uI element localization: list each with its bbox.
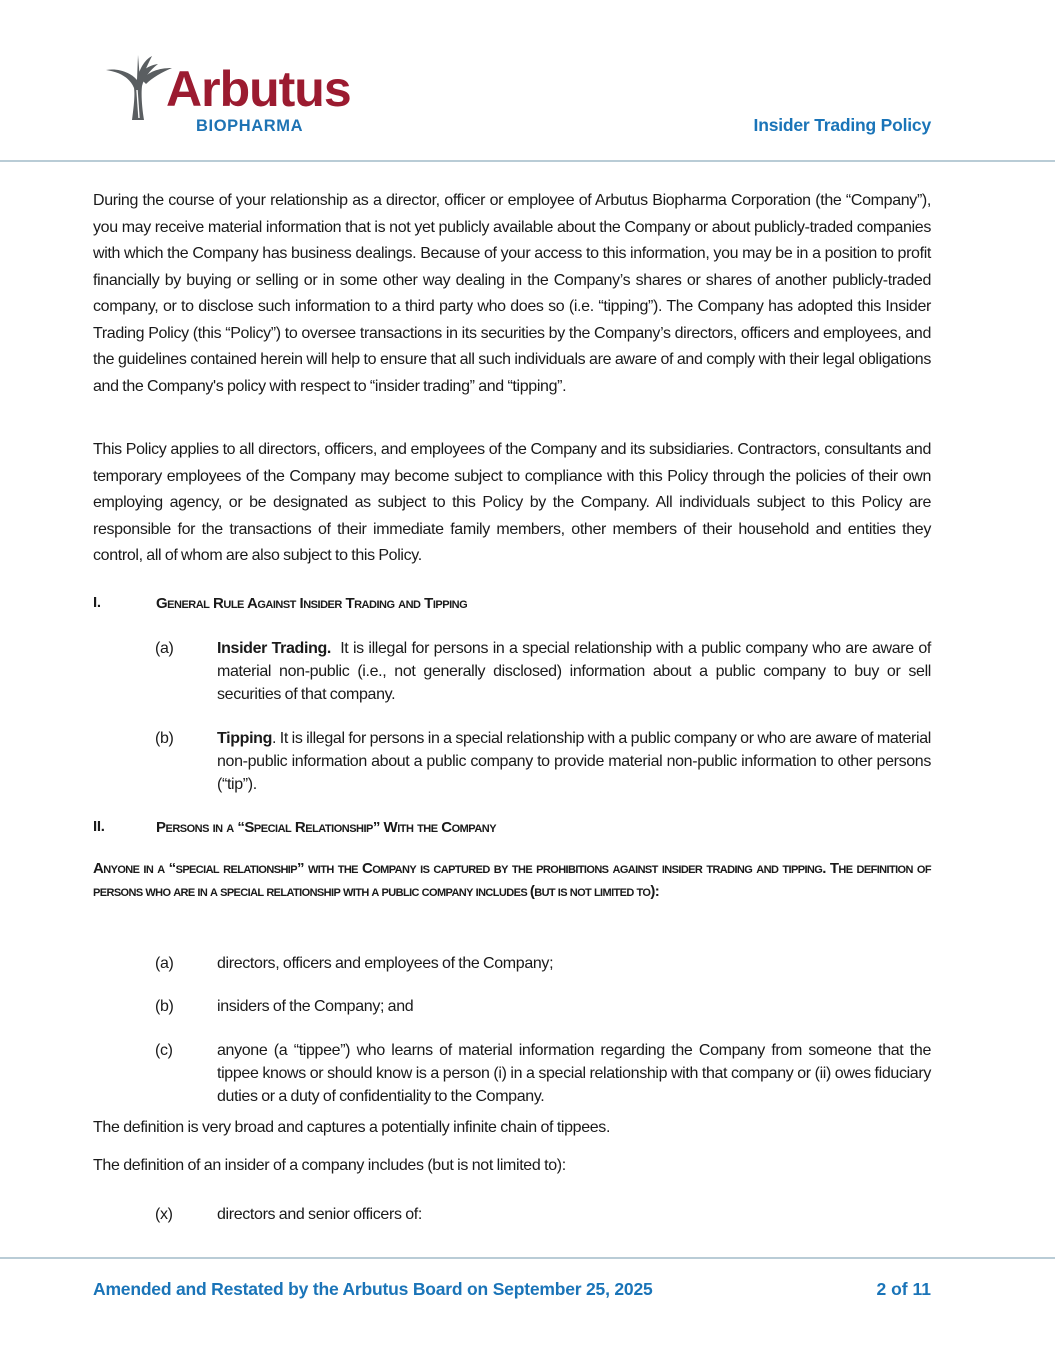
item-term: Tipping xyxy=(217,730,273,747)
section-number: I. xyxy=(93,594,101,611)
section-number: II. xyxy=(93,818,105,835)
body-line: The definition is very broad and captures a potentially infinite chain of tippees. xyxy=(93,1119,611,1136)
item-text: directors, officers and employees of the Company; xyxy=(217,955,554,972)
logo-subtitle: BIOPHARMA xyxy=(196,117,304,135)
tree-icon xyxy=(104,50,174,130)
item-body: . It is illegal for persons in a special relationship with a public company or who are aware of material non-public information about a public company to provide material non-public information to other persons (“tip”). xyxy=(217,730,931,793)
page-indicator: 2 of 11 xyxy=(876,1279,931,1299)
item-body: It is illegal for persons in a special relationship with a public company who are aware of material non-public (i.e., not generally disclosed) information about a public company to buy or sell securities of that company. xyxy=(217,640,935,703)
item-label: (a) xyxy=(155,640,174,657)
company-logo xyxy=(104,50,354,138)
item-text: anyone (a “tippee”) who learns of material information regarding the Company from someone that the tippee knows or should know is a person (i) in a special relationship with that company or (ii) owes fiduciary duties or a duty of confidentiality to the Company. xyxy=(217,1042,931,1105)
intro-paragraph-1: During the course of your relationship as a director, officer or employee of Arbutus Biopharma Corporation (the “Company”), you may receive material information that is not yet publicly available about the Company or about publicly-traded companies with which the Company has business dealings. Because of your access to this information, you may be in a position to profit financially by buying or selling or in some other way dealing in the Company’s shares or shares of another publicly-traded company, or to disclose such information to a third party who does so (i.e. “tipping”). The Company has adopted this Insider Trading Policy (this “Policy”) to oversee transactions in its securities by the Company’s directors, officers and employees, and the guidelines contained herein will help to ensure that all such individuals are aware of and comply with their legal obligations and the Company's policy with respect to “insider trading” and “tipping”. xyxy=(93,192,931,395)
amendment-note: Amended and Restated by the Arbutus Board on September 25, 2025 xyxy=(93,1279,653,1299)
item-text: insiders of the Company; and xyxy=(217,998,414,1015)
section-title: General Rule Against Insider Trading and Tipping xyxy=(156,595,468,612)
section-intro: Anyone in a “special relationship” with the Company is captured by the prohibitions against insider trading and tipping. The definition of persons who are in a special relationship with a public company includes (but is not limited to): xyxy=(93,860,931,900)
section-title: Persons in a “Special Relationship” With the Company xyxy=(156,819,497,836)
header-divider xyxy=(0,160,1055,162)
item-text: directors and senior officers of: xyxy=(217,1206,422,1223)
item-term: Insider Trading. xyxy=(217,640,332,657)
item-label: (b) xyxy=(155,998,174,1015)
item-text xyxy=(217,637,935,706)
body-line: The definition of an insider of a company includes (but is not limited to): xyxy=(93,1157,566,1174)
item-text xyxy=(217,727,931,796)
document-title: Insider Trading Policy xyxy=(753,115,931,135)
item-label: (b) xyxy=(155,730,174,747)
item-label: (c) xyxy=(155,1042,173,1059)
logo-wordmark: Arbutus xyxy=(166,61,351,117)
item-label: (x) xyxy=(155,1206,173,1223)
item-label: (a) xyxy=(155,955,174,972)
footer-divider xyxy=(0,1257,1055,1259)
intro-paragraph-2: This Policy applies to all directors, officers, and employees of the Company and its subsidiaries. Contractors, consultants and temporary employees of the Company may become subject to compliance with this Policy through the policies of their own employing agency, or be designated as subject to this Policy by the Company. All individuals subject to this Policy are responsible for the transactions of their immediate family members, other members of their household and entities they control, all of whom are also subject to this Policy. xyxy=(93,441,931,564)
